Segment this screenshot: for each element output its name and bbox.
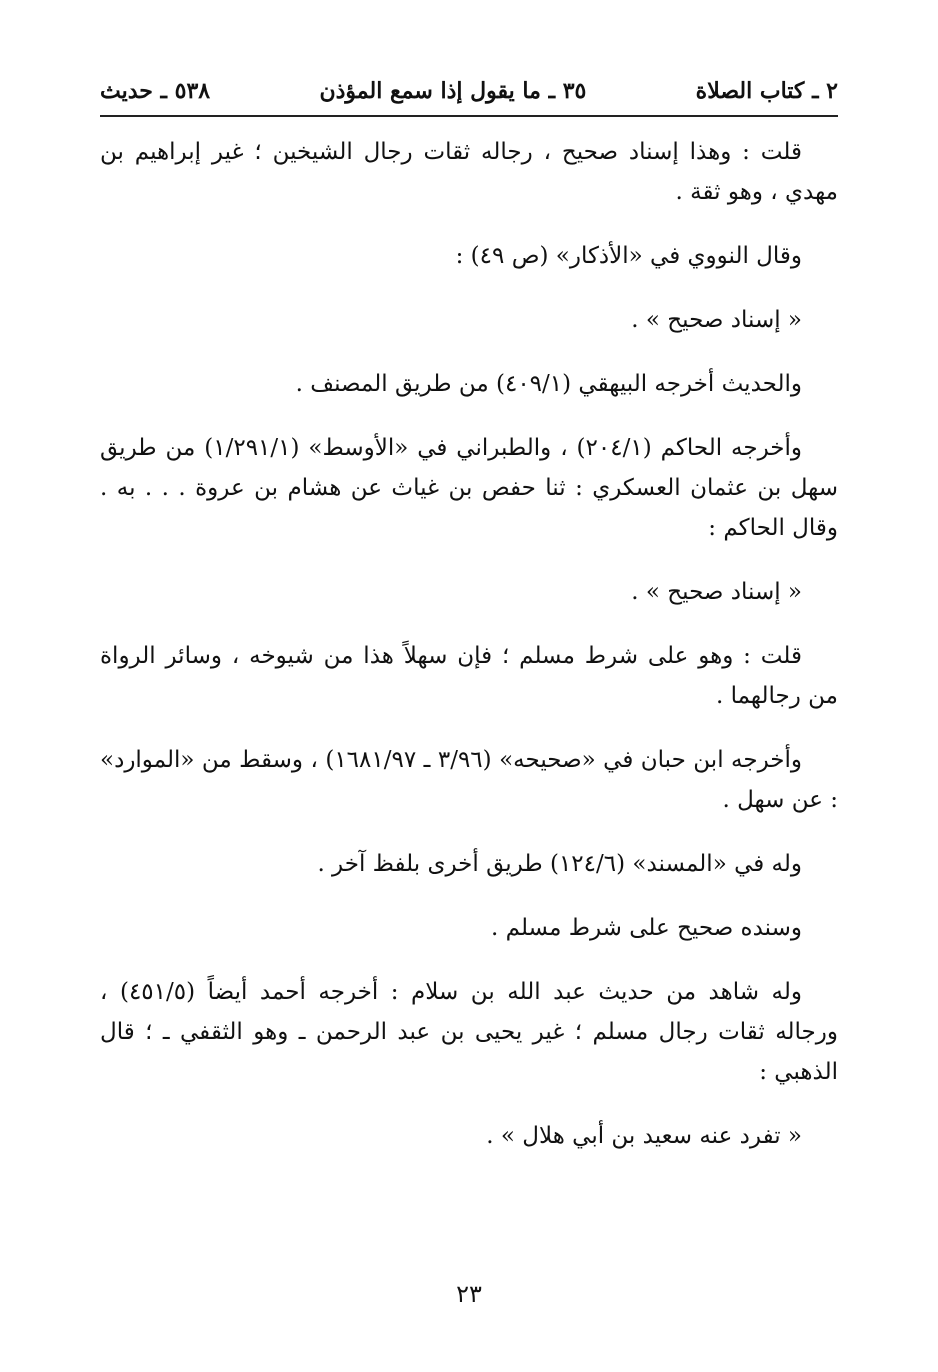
paragraph: والحديث أخرجه البيهقي (٤٠٩/١) من طريق المصنف . bbox=[295, 371, 802, 397]
quotation: « إسناد صحيح » . bbox=[631, 307, 802, 333]
paragraph: وله في «المسند» (١٢٤/٦) طريق أخرى بلفظ آخر . bbox=[317, 851, 802, 877]
paragraph: وأخرجه الحاكم (٢٠٤/١) ، والطبراني في «الأوسط» (١/٢٩١/١) من طريق سهل بن عثمان العسكري : ثنا حفص بن غياث عن هشام بن عروة . . . به . وقال الحاكم : bbox=[100, 435, 838, 541]
running-header bbox=[100, 74, 838, 108]
paragraph: وله شاهد من حديث عبد الله بن سلام : أخرجه أحمد أيضاً (٤٥١/٥) ، ورجاله ثقات رجال مسلم ؛ غير يحيى بن عبد الرحمن ـ وهو الثقفي ـ ؛ قال الذهبي : bbox=[100, 979, 838, 1085]
paragraph: قلت : وهذا إسناد صحيح ، رجاله ثقات رجال الشيخين ؛ غير إبراهيم بن مهدي ، وهو ثقة . bbox=[100, 139, 838, 205]
header-divider bbox=[100, 115, 838, 117]
header-hadith-number: ٥٣٨ ـ حديث bbox=[100, 78, 211, 104]
quotation: « إسناد صحيح » . bbox=[631, 579, 802, 605]
page-body bbox=[100, 132, 838, 1180]
quotation: « تفرد عنه سعيد بن أبي هلال » . bbox=[486, 1123, 802, 1149]
header-chapter-title: ٣٥ ـ ما يقول إذا سمع المؤذن bbox=[319, 78, 587, 104]
page-number: ٢٣ bbox=[456, 1280, 482, 1308]
paragraph: وقال النووي في «الأذكار» (ص ٤٩) : bbox=[455, 243, 802, 269]
paragraph: وسنده صحيح على شرط مسلم . bbox=[491, 915, 802, 941]
paragraph: وأخرجه ابن حبان في «صحيحه» (٣/٩٦ ـ ١٦٨١/٩٧) ، وسقط من «الموارد» : عن سهل . bbox=[100, 747, 838, 813]
paragraph: قلت : وهو على شرط مسلم ؛ فإن سهلاً هذا من شيوخه ، وسائر الرواة من رجالهما . bbox=[100, 643, 838, 709]
header-book-title: ٢ ـ كتاب الصلاة bbox=[695, 78, 838, 104]
